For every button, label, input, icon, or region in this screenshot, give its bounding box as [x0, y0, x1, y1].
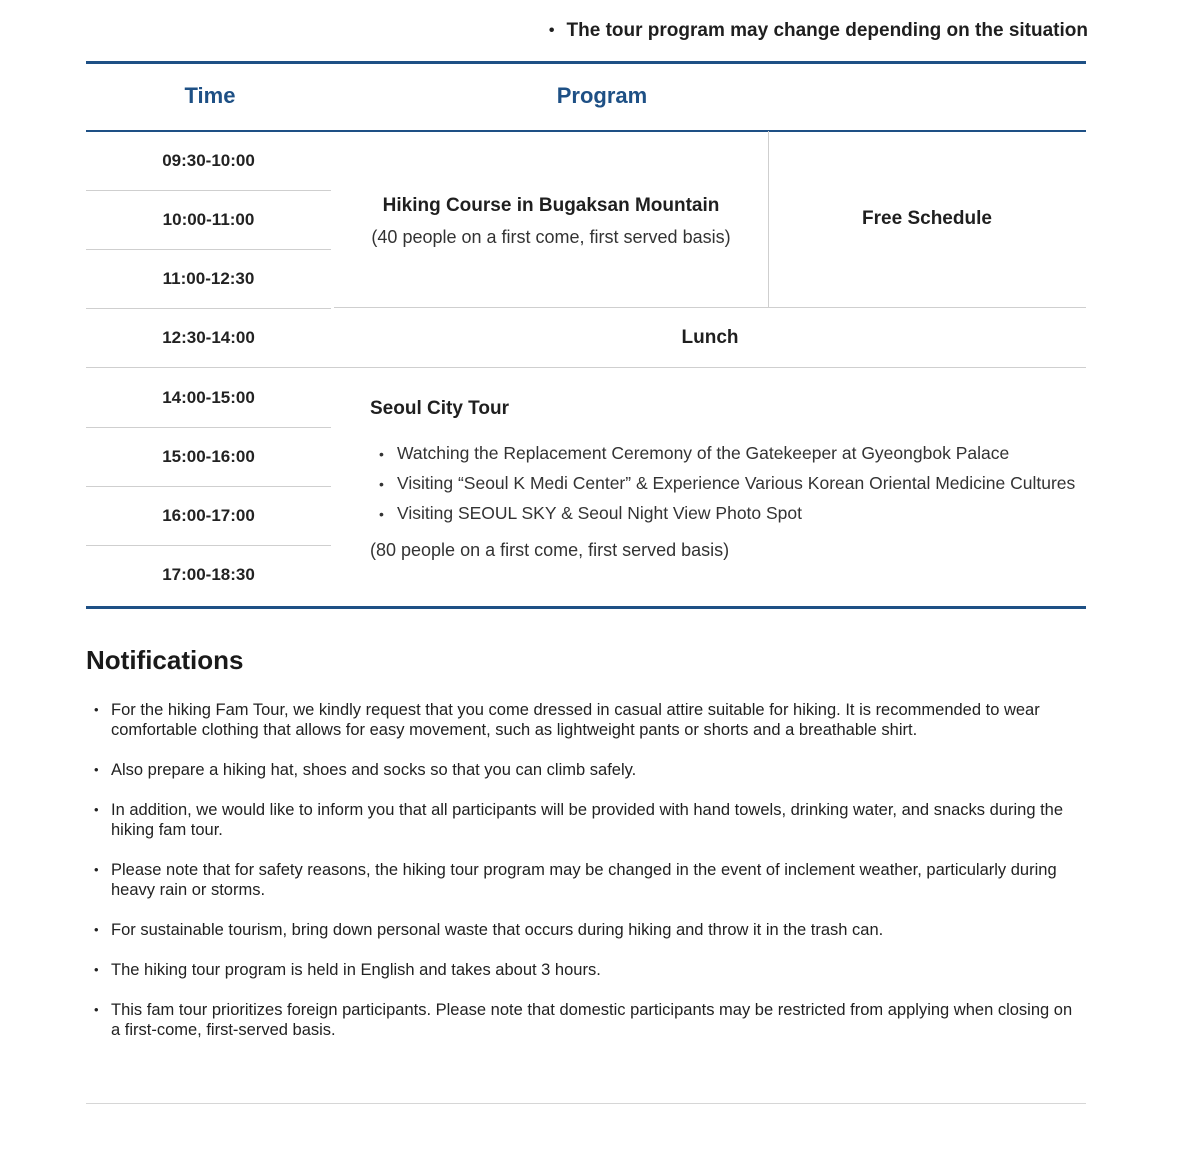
time-cell: 10:00-11:00	[86, 190, 331, 250]
hiking-capacity: (40 people on a first come, first served basis)	[371, 227, 731, 247]
list-item-text: This fam tour prioritizes foreign participants. Please note that domestic participants may be restricted from applying when closing on a first-come, first-served basis.	[111, 1001, 1073, 1039]
section-divider	[86, 1103, 1086, 1104]
hiking-program-cell	[334, 131, 769, 308]
bullet-icon: •	[94, 762, 99, 777]
list-item-text: Watching the Replacement Ceremony of the Gatekeeper at Gyeongbok Palace	[397, 443, 1010, 463]
notifications-title: Notifications	[86, 645, 244, 675]
hiking-title: Hiking Course in Bugaksan Mountain	[382, 195, 720, 216]
list-item	[370, 470, 1075, 500]
free-schedule-cell: Free Schedule	[768, 131, 1086, 308]
time-cell: 12:30-14:00	[86, 308, 331, 368]
time-cell: 11:00-12:30	[86, 249, 331, 309]
list-item-text: For the hiking Fam Tour, we kindly request that you come dressed in casual attire suitable for hiking. It is recommended to wear comfortable clothing that allows for easy movement, such as lightweight pants or shorts and a breathable shirt.	[111, 701, 1040, 739]
list-item	[94, 960, 1084, 980]
bullet-icon: •	[548, 22, 555, 39]
list-item	[94, 760, 1084, 780]
time-cell: 16:00-17:00	[86, 486, 331, 546]
table-header	[86, 64, 1086, 132]
list-item	[94, 860, 1084, 900]
list-item	[94, 1000, 1084, 1040]
list-item-text: In addition, we would like to inform you that all participants will be provided with hand towels, drinking water, and snacks during the hiking fam tour.	[111, 801, 1064, 839]
schedule-table	[86, 61, 1086, 609]
city-tour-cell	[370, 368, 1086, 604]
list-item-text: Visiting “Seoul K Medi Center” & Experience Various Korean Oriental Medicine Cultures	[397, 473, 1076, 493]
bullet-icon: •	[94, 702, 99, 717]
note-text: The tour program may change depending on the situation	[566, 20, 1088, 41]
time-cell: 09:30-10:00	[86, 131, 331, 191]
bullet-icon: •	[94, 1002, 99, 1017]
list-item-text: Also prepare a hiking hat, shoes and socks so that you can climb safely.	[111, 761, 637, 779]
list-item-text: For sustainable tourism, bring down personal waste that occurs during hiking and throw it in the trash can.	[111, 921, 884, 939]
bullet-icon: •	[94, 802, 99, 817]
time-cell: 17:00-18:30	[162, 565, 255, 584]
city-tour-title: Seoul City Tour	[370, 398, 509, 419]
list-item-text: The hiking tour program is held in English and takes about 3 hours.	[111, 961, 601, 979]
header-program: Program	[556, 83, 648, 108]
city-tour-list	[370, 440, 1075, 530]
notifications-list	[94, 700, 1084, 1060]
bullet-icon: •	[379, 476, 384, 492]
schedule-change-note	[549, 20, 1088, 42]
bullet-icon: •	[379, 446, 384, 462]
time-cell: 15:00-16:00	[86, 427, 331, 487]
list-item	[94, 700, 1084, 740]
list-item	[94, 920, 1084, 940]
list-item	[94, 800, 1084, 840]
bullet-icon: •	[94, 862, 99, 877]
city-tour-capacity: (80 people on a first come, first served basis)	[370, 540, 730, 560]
bullet-icon: •	[94, 962, 99, 977]
bullet-icon: •	[379, 506, 384, 522]
list-item-text: Visiting SEOUL SKY & Seoul Night View Photo Spot	[397, 503, 803, 523]
list-item	[370, 500, 1075, 530]
lunch-cell: Lunch	[681, 327, 739, 348]
header-time: Time	[184, 83, 236, 108]
time-cell: 14:00-15:00	[86, 368, 331, 428]
bullet-icon: •	[94, 922, 99, 937]
list-item-text: Please note that for safety reasons, the hiking tour program may be changed in the event of inclement weather, particularly during heavy rain or storms.	[111, 861, 1057, 899]
list-item	[370, 440, 1075, 470]
